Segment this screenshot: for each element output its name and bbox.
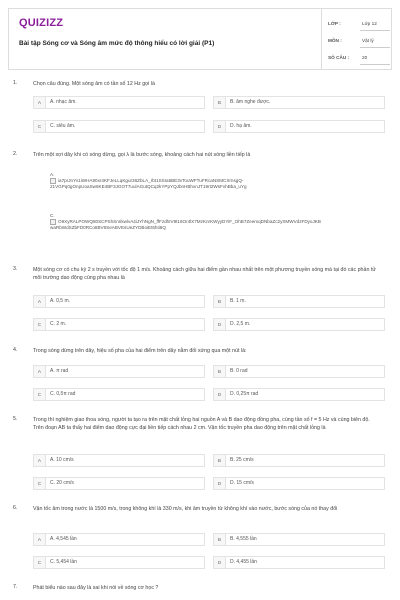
- answer-option[interactable]: [213, 318, 385, 331]
- image-alt-text: waRbWdSZbFD0RCo8BV6SeABVEsUeZYDBoiEt6hti6Q: [50, 225, 166, 231]
- image-alt-text: ia7prJnYv1iWHA90xr4KFJeLLqKgur36ZbLA_rbt1SSIa5BE3vTouWFTuFRcaNSMCXrnsgQ-: [58, 178, 244, 184]
- option-letter: A: [34, 534, 46, 545]
- meta-count-key: SỐ CÂU :: [328, 55, 350, 60]
- question-text: Chọn câu đúng. Một sóng âm có tần số 12 Hz gọi là: [33, 81, 155, 87]
- option-letter: A: [34, 455, 46, 466]
- question-number: 3.: [13, 266, 18, 272]
- option-letter: D: [214, 389, 226, 400]
- option-text: B. 0 rad: [230, 368, 248, 374]
- meta-subject: [322, 34, 394, 48]
- answer-option[interactable]: [213, 533, 385, 546]
- broken-image-icon: [50, 219, 56, 225]
- option-text: A. 10 cm/s: [50, 457, 74, 463]
- answer-option[interactable]: [33, 388, 205, 401]
- option-text: B. 25 cm/s: [230, 457, 254, 463]
- option-letter: B: [214, 366, 226, 377]
- option-letter: C: [34, 389, 46, 400]
- answer-option[interactable]: [213, 365, 385, 378]
- meta-grade-key: LỚP :: [328, 21, 341, 26]
- option-letter: C: [34, 319, 46, 330]
- option-text: B. 1 m.: [230, 298, 246, 304]
- option-text: C. 5,454 lần: [50, 559, 77, 565]
- question-number: 2.: [13, 151, 18, 157]
- meta-divider: [360, 47, 390, 48]
- question-text: Phát biểu nào sau đây là sai khi nói về sóng cơ học ?: [33, 585, 159, 591]
- quizizz-logo: QUIZIZZ: [19, 17, 64, 29]
- image-option-a[interactable]: [50, 172, 395, 190]
- option-letter: D: [214, 557, 226, 568]
- answer-option[interactable]: [213, 295, 385, 308]
- option-text: D. 4,455 lần: [230, 559, 257, 565]
- meta-grade: [322, 17, 394, 31]
- option-letter: C: [34, 121, 46, 132]
- question-number: 5.: [13, 416, 18, 422]
- question-text: Một sóng cơ có chu kỳ 2 s truyền với tốc độ 1 m/s. Khoảng cách giữa hai điểm gần nhau nhất trên một phương truyền sóng mà tại đó các phần tử môi trường dao động cùng pha nhau là: [33, 267, 376, 281]
- answer-option[interactable]: [33, 96, 205, 109]
- answer-option[interactable]: [213, 388, 385, 401]
- option-text: A. 4,545 lần: [50, 536, 77, 542]
- option-text: A. π rad: [50, 368, 69, 374]
- meta-subject-value: Vật lý: [362, 38, 374, 43]
- meta-count: [322, 51, 394, 65]
- question-number: 1.: [13, 80, 18, 86]
- option-text: C. 2 m.: [50, 321, 67, 327]
- option-text: D. 15 cm/s: [230, 480, 254, 486]
- option-letter: A: [34, 296, 46, 307]
- answer-option[interactable]: [33, 454, 205, 467]
- option-letter: B: [214, 97, 226, 108]
- option-letter: B: [214, 296, 226, 307]
- worksheet-meta: [321, 9, 393, 69]
- option-label: A.: [50, 172, 55, 177]
- option-text: C. siêu âm.: [50, 123, 76, 129]
- answer-option[interactable]: [213, 477, 385, 490]
- meta-subject-key: MÔN :: [328, 38, 342, 43]
- answer-option[interactable]: [213, 120, 385, 133]
- question-number: 7.: [13, 584, 18, 590]
- option-text: C. 20 cm/s: [50, 480, 74, 486]
- option-letter: A: [34, 97, 46, 108]
- image-option-c[interactable]: [50, 213, 395, 231]
- option-label: C.: [50, 213, 55, 218]
- answer-option[interactable]: [213, 454, 385, 467]
- answer-option[interactable]: [33, 318, 205, 331]
- image-alt-text: 21VGPq0gOnpUoaSw6KE4BF3JGOT7uulAGutQCq2kYPpYQJbnHBhxnJT19rt2WsFvhBba_uYg: [50, 184, 247, 190]
- option-text: D. 2,5 m.: [230, 321, 251, 327]
- question-text: Trong thí nghiệm giao thoa sóng, người ta tạo ra trên mặt chất lỏng hai nguồn A và B dao động đồng pha, cùng tần số f = 5 Hz và cùng biên độ. Trên đoạn AB ta thấy hai điểm dao động cực đại liền tiếp cách nhau 2 cm. Vận tốc truyền pha dao động trên mặt chất lỏng là: [33, 417, 370, 431]
- option-letter: B: [214, 534, 226, 545]
- option-letter: C: [34, 478, 46, 489]
- answer-option[interactable]: [33, 120, 205, 133]
- question-number: 4.: [13, 347, 18, 353]
- meta-grade-value: Lớp 12: [362, 21, 377, 26]
- question-text: Trên một sợi dây khi có sóng dừng, gọi λ là bước sóng, khoảng cách hai nút sóng liền tiếp là: [33, 152, 251, 158]
- option-text: A. 0,5 m.: [50, 298, 71, 304]
- worksheet-header: [8, 8, 392, 70]
- option-text: B. âm nghe được.: [230, 99, 271, 105]
- option-letter: D: [214, 121, 226, 132]
- answer-option[interactable]: [33, 295, 205, 308]
- answer-option[interactable]: [33, 533, 205, 546]
- answer-option[interactable]: [213, 96, 385, 109]
- question-number: 6.: [13, 505, 18, 511]
- image-alt-text: O9XyRALPOWQ80SCPShSnrikwlvA4iJYhNgN_ffFzdhIV8t16Or4lX7MzKnrKWyyDYiF_OhB7ZeemqDNbaZc2yXMWVdzFDyoJKB: [58, 219, 321, 225]
- option-letter: D: [214, 319, 226, 330]
- option-text: A. nhạc âm.: [50, 99, 77, 105]
- option-text: B. 4,555 lần: [230, 536, 257, 542]
- meta-count-value: 20: [362, 55, 368, 60]
- answer-option[interactable]: [33, 477, 205, 490]
- option-letter: D: [214, 478, 226, 489]
- answer-option[interactable]: [213, 556, 385, 569]
- broken-image-icon: [50, 178, 56, 184]
- meta-divider: [360, 64, 390, 65]
- option-text: C. 0,5π rad: [50, 391, 76, 397]
- answer-option[interactable]: [33, 365, 205, 378]
- option-letter: C: [34, 557, 46, 568]
- option-letter: B: [214, 455, 226, 466]
- option-text: D. hạ âm.: [230, 123, 252, 129]
- meta-divider: [360, 30, 390, 31]
- worksheet-title: Bài tập Sóng cơ và Sóng âm mức độ thông hiểu có lời giải (P1): [19, 40, 215, 47]
- question-text: Trong sóng dừng trên dây, hiệu số pha của hai điểm trên dây nằm đối xứng qua một nút là:: [33, 348, 247, 354]
- option-text: D. 0,25π rad: [230, 391, 259, 397]
- answer-option[interactable]: [33, 556, 205, 569]
- question-text: Vận tốc âm trong nước là 1500 m/s, trong không khí là 330 m/s, khi âm truyền từ không khí vào nước, bước sóng của nó thay đổi: [33, 506, 338, 512]
- option-letter: A: [34, 366, 46, 377]
